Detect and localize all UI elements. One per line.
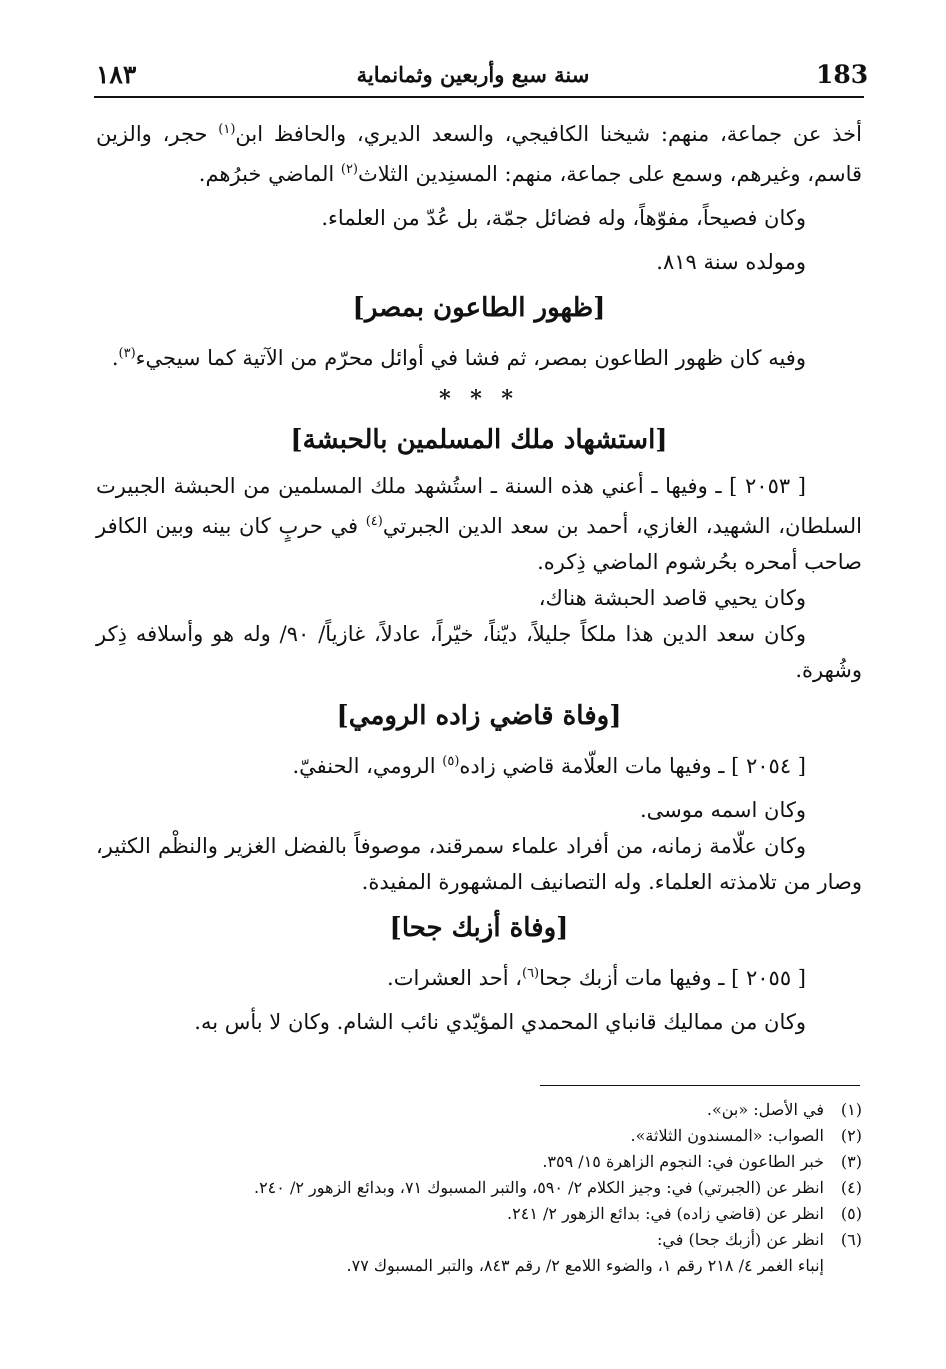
footnote-rule [540, 1085, 860, 1086]
footnote: (٦)انظر عن (أزبك جحا) في: [657, 1230, 862, 1249]
paragraph-birth: ومولده سنة ٨١٩. [656, 250, 806, 274]
heading-plague: [ظهور الطاعون بمصر] [352, 293, 606, 323]
main-text [96, 112, 862, 1040]
text-run: [ ٢٠٥٣ ] ـ وفيها ـ أعني هذه السنة ـ استُشهد ملك المسلمين من الحبشة الجبيرت السلطان، الشهيد، الغازي، أحمد بن سعد الدين الجبرتي [96, 474, 862, 538]
paragraph-teachers [96, 112, 862, 192]
text-run: أخذ عن جماعة، منهم: شيخنا الكافيجي، والسعد الديري، والحافظ ابن [235, 122, 862, 146]
footnotes [140, 1097, 862, 1279]
paragraph-plague [96, 336, 862, 376]
running-title: سنة سبع وأربعين وثمانماية [356, 62, 590, 87]
text-run: في حربٍ كان بينه وبين الكافر صاحب أمحره بحُرشوم الماضي ذِكره. [96, 514, 862, 574]
text-run: ، أحد العشرات. [387, 966, 522, 990]
footnote-ref: (٢) [340, 162, 358, 177]
heading-azbak: [وفاة أزبك جحا] [389, 913, 569, 943]
text-run: [ ٢٠٥٤ ] ـ وفيها مات العلّامة قاضي زاده [459, 754, 806, 778]
text-run: الماضي خبرُهم. [198, 162, 341, 186]
paragraph-eloquent: وكان فصيحاً، مفوّهاً، وله فضائل جمّة، بل عُدّ من العلماء. [321, 206, 806, 230]
header-rule [94, 96, 864, 98]
text-run: وفيه كان ظهور الطاعون بمصر، ثم فشا في أوائل محرّم من الآتية كما سيجيء [135, 346, 806, 370]
footnote-ref: (٣) [118, 346, 136, 361]
paragraph-scholar: وكان علّامة زمانه، من أفراد علماء سمرقند، موصوفاً بالفضل الغزير والنظْم الكثير، وصار من تلامذته العلماء. وله التصانيف المشهورة المفيدة. [96, 834, 862, 894]
footnote-ref: (٦) [521, 966, 540, 981]
paragraph-king: وكان سعد الدين هذا ملكاً جليلاً، ديّناً، خيّراً، عادلاً، غازياً/ ٩٠/ وله هو وأسلافه ذِكر وشُهرة. [96, 622, 862, 682]
footnote-ref: (٥) [442, 754, 460, 769]
paragraph-envoy: وكان يحيي قاصد الحبشة هناك، [538, 586, 806, 610]
paragraph-2054 [96, 744, 862, 784]
section-separator: * * * [439, 386, 519, 412]
footnote-continuation: إنباء الغمر ٤/ ٢١٨ رقم ١، والضوء اللامع ٢/ رقم ٨٤٣، والتبر المسبوك ٧٧. [346, 1256, 824, 1275]
footnote-ref: (٤) [365, 514, 383, 529]
paragraph-2053 [96, 468, 862, 580]
page-number-arabic: ١٨٣ [96, 60, 137, 89]
text-run: الرومي، الحنفيّ. [292, 754, 443, 778]
footnote: (٤)انظر عن (الجبرتي) في: وجيز الكلام ٢/ ٥٩٠، والتبر المسبوك ٧١، وبدائع الزهور ٢/ ٢٤٠. [253, 1178, 862, 1197]
footnote-ref: (١) [218, 122, 236, 137]
footnote: (٥)انظر عن (قاضي زاده) في: بدائع الزهور ٢/ ٢٤١. [507, 1204, 862, 1223]
paragraph-mamluk: وكان من مماليك قانباي المحمدي المؤيّدي نائب الشام. وكان لا بأس به. [194, 1010, 806, 1034]
footnote: (٢)الصواب: «المسندون الثلاثة». [630, 1126, 862, 1145]
paragraph-name: وكان اسمه موسى. [639, 798, 806, 822]
text-run: . [111, 346, 119, 370]
footnote: (١)في الأصل: «بن». [706, 1100, 862, 1119]
footnote: (٣)خبر الطاعون في: النجوم الزاهرة ١٥/ ٣٥٩. [542, 1152, 862, 1171]
heading-qadi-zadeh: [وفاة قاضي زاده الرومي] [336, 701, 622, 731]
text-run: والزين قاسم، وغيرهم، وسمع على جماعة، منهم: المسنِدين الثلاث [96, 122, 862, 186]
text-run: حجر، [162, 122, 219, 146]
page-number-latin: 183 [816, 60, 869, 89]
paragraph-2055 [96, 956, 862, 996]
heading-abyssinia: [استشهاد ملك المسلمين بالحبشة] [290, 425, 668, 455]
text-run: [ ٢٠٥٥ ] ـ وفيها مات أزبك جحا [539, 966, 806, 990]
